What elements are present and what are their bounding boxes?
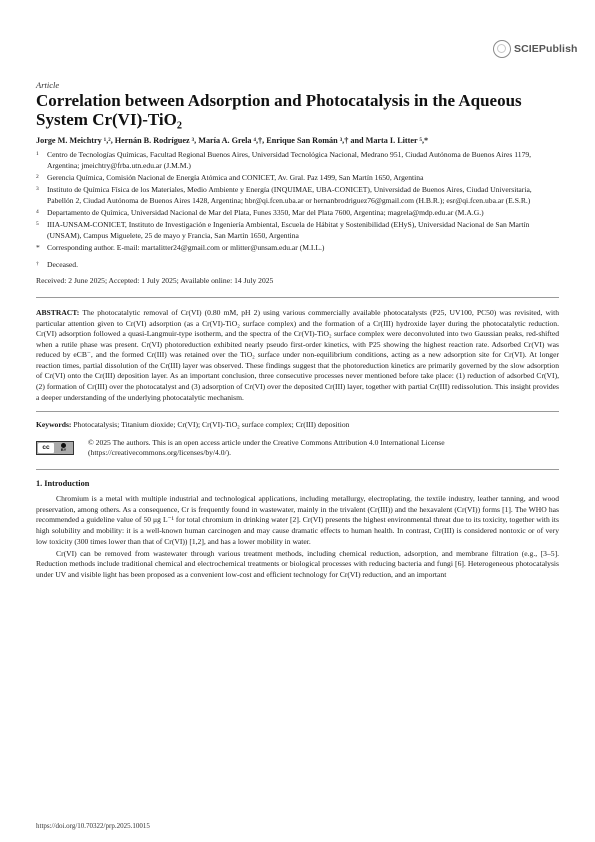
section-heading-introduction: 1. Introduction — [36, 479, 90, 489]
deceased-note — [36, 260, 559, 271]
affiliation-number: 4 — [36, 208, 39, 215]
publisher-logo-text: SCIEPublish — [514, 43, 578, 55]
by-part — [54, 443, 73, 452]
corresponding-text: Corresponding author. E-mail: martalitter24@gmail.com or mlitter@unsam.edu.ar (M.I.L.) — [47, 243, 325, 253]
affiliation-5 — [36, 220, 559, 241]
corresponding-mark: * — [36, 243, 40, 253]
corresponding-author — [36, 243, 559, 254]
author-list: Jorge M. Meichtry ¹,², Hernán B. Rodríguez ³, María A. Grela ⁴,†, Enrique San Román ³,† and Marta I. Litter ⁵,* — [36, 136, 429, 145]
abstract — [36, 298, 559, 411]
deceased-text: Deceased. — [47, 259, 78, 269]
affiliation-1 — [36, 150, 559, 171]
intro-paragraph-2: Cr(VI) can be removed from wastewater through various treatment methods, including chemical reduction, adsorption, and membrane filtration (e.g., [3–5]. Reduction methods include traditional chemical and electrochemical treatments or biological processes with reducing bacteria and fungi [6]. Heterogeneous photocatalysis under UV and visible light has been proposed as a convenient low-cost and efficient technology for Cr(VI) reduction, and an important — [36, 548, 559, 579]
keywords-text: Photocatalysis; Titanium dioxide; Cr(VI); Cr(VI)-TiO₂ surface complex; Cr(III) deposition — [73, 420, 350, 430]
affiliation-number: 2 — [36, 173, 39, 180]
abstract-text: The photocatalytic removal of Cr(VI) (0.80 mM, pH 2) using various commercially available photocatalysts (P25, UV100, PC50) was revisited, with particular attention given to Cr(VI) adsorption (as a Cr(VI)-TiO₂ surface complex) and the formation of a Cr(III) hydroxide layer during the photocatalytic reduction. Cr(VI) adsorption followed a quasi-Langmuir-type isotherm, and the spectra of the Cr(VI)-TiO₂ surface complex were deconvoluted into two Gaussian peaks, red-shifted when a rutile phase was present. Cr(VI) photoreduction exhibited nearly pseudo first-order kinetics, with P25 showing the highest reaction rate. Adsorbed Cr(VI) was reduced by eCB⁻, and the formed Cr(III) was retained over the TiO₂ surface under non-equilibrium conditions, acting as a new adsorption site for Cr(VI). At longer reaction times, partial dissolution of the Cr(III) layer was observed. These findings suggest that the photoreduction kinetics are primarily governed by the slow adsorption of Cr(VI) onto the Cr(III) deposition layer. As an important conclusion, three consecutive processes never mentioned before take place: (1) reduction of adsorbed Cr(VI), (2) formation of Cr(III) over the photocatalyst and (3) adsorption of Cr(VI) over the deposited Cr(III) layer, together with partial Cr(III) redissolution. This insight provides a deeper understanding of the underlying photocatalytic mechanism. — [36, 307, 560, 402]
affiliation-text: IIIA-UNSAM-CONICET, Instituto de Investigación e Ingeniería Ambiental, Escuela de Hábitat y Sostenibilidad (EHyS), Universidad Nacional de San Martín (UNSAM), Campus Miguelete, 25 de mayo y Francia, San Martín 1650, Argentina — [47, 219, 530, 240]
affiliation-text: Departamento de Química, Universidad Nacional de Mar del Plata, Funes 3350, Mar del Plata 7600, Argentina; magrela@mdp.edu.ar (M.A.G.) — [47, 207, 484, 217]
deceased-mark: † — [36, 260, 39, 267]
affiliation-number: 1 — [36, 151, 39, 157]
abstract-label: ABSTRACT: — [36, 307, 80, 317]
license-text: © 2025 The authors. This is an open access article under the Creative Commons Attribution 4.0 International License (https://creativecommons.org/licenses/by/4.0/). — [88, 437, 445, 458]
paper-title: Correlation between Adsorption and Photocatalysis in the Aqueous System Cr(VI)-TiO₂ — [36, 91, 522, 129]
by-label: BY — [60, 447, 67, 453]
intro-paragraph-1: Chromium is a metal with multiple industrial and technological applications, including metallurgy, electroplating, the textile industry, leather tanning, and wood preservation, among others. As a consequence, Cr is frequently found in wastewater, mainly in the trivalent (Cr(III)) and the hexavalent (Cr(VI)) forms [1]. The WHO has recommended a guideline value of 50 μg L⁻¹ for total chromium in drinking water [2]. Cr(VI) presents the highest environmental threat due to its toxicity, together with its high solubility and mobility: it is a well-known human carcinogen and may cause dramatic effects to human health. In contrast, Cr(III) is considered nontoxic or of very low toxicity (300 times lower than that of Cr(VI)) [1,2], and has a lower mobility in water. — [36, 494, 559, 546]
affiliation-number: 5 — [36, 220, 39, 227]
affiliation-3 — [36, 185, 559, 206]
affiliation-text: Gerencia Química, Comisión Nacional de Energía Atómica and CONICET, Av. Gral. Paz 1499, San Martín 1650, Argentina — [47, 172, 424, 182]
cc-by-badge-icon[interactable] — [36, 441, 74, 455]
keywords — [36, 420, 559, 431]
affiliation-list — [36, 150, 559, 241]
affiliation-text: Centro de Tecnologías Químicas, Facultad Regional Buenos Aires, Universidad Tecnológica Nacional, Medrano 951, Ciudad Autónoma de Buenos Aires 1179, Argentina; jmeichtry@frba.utn.edu.ar (J.M.M.) — [47, 150, 532, 170]
paper-content — [36, 80, 559, 582]
license-block — [36, 438, 559, 459]
divider-section — [36, 469, 559, 470]
divider-bottom — [36, 411, 559, 412]
affiliation-4 — [36, 208, 559, 219]
doi-link[interactable]: https://doi.org/10.70322/prp.2025.10015 — [36, 822, 150, 830]
article-type: Article — [36, 80, 60, 90]
keywords-label: Keywords: — [36, 420, 72, 430]
affiliation-number: 3 — [36, 185, 39, 192]
publisher-logo-icon — [493, 40, 511, 58]
affiliation-text: Instituto de Química Física de los Materiales, Medio Ambiente y Energía (INQUIMAE, UBA-CONICET), Universidad de Buenos Aires, Ciudad Universitaria, Pabellón 2, Ciudad Autónoma de Buenos Aires 1428, Argentina; hbr@qi.fcen.uba.ar or hernanbrodriguez76@gmail.com (H.B.R.); esr@qi.fcen.uba.ar (E.S.R.) — [47, 184, 532, 205]
affiliation-2 — [36, 173, 559, 184]
publisher-logo — [493, 40, 578, 58]
publication-dates: Received: 2 June 2025; Accepted: 1 July 2025; Available online: 14 July 2025 — [36, 276, 274, 286]
cc-label: cc — [38, 443, 54, 453]
